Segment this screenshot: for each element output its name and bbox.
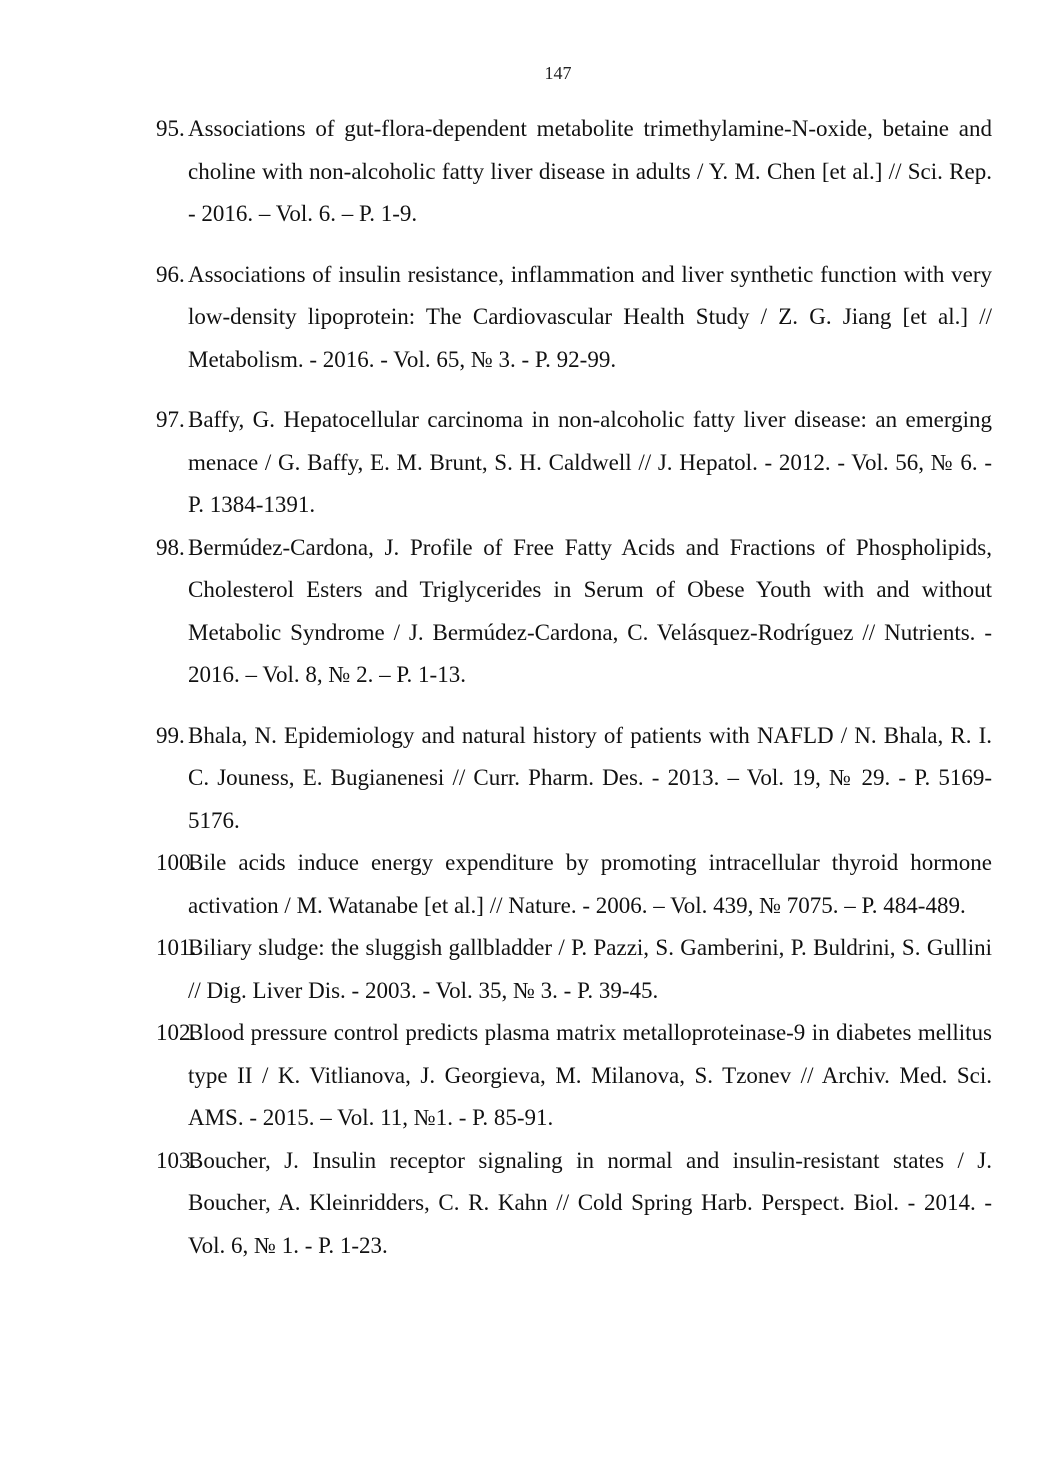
reference-text: Bhala, N. Epidemiology and natural history of patients with NAFLD / N. Bhala, R. I. C. Jouness, E. Bugianenesi // Curr. Pharm. Des. - 2013. – Vol. 19, № 29. - P. 5169-5176. — [188, 722, 992, 833]
reference-number: 97. — [156, 407, 185, 432]
reference-item-100 — [156, 842, 992, 927]
reference-text: Associations of insulin resistance, inflammation and liver synthetic function with very low-density lipoprotein: The Cardiovascular Health Study / Z. G. Jiang [et al.] // Metabolism. - 2016. - Vol. 65, № 3. - P. 92-99. — [188, 261, 992, 372]
reference-number: 101. — [156, 935, 197, 960]
reference-text: Bile acids induce energy expenditure by promoting intracellular thyroid hormone activation / M. Watanabe [et al.] // Nature. - 2006. – Vol. 439, № 7075. – P. 484-489. — [188, 850, 992, 918]
reference-item-96 — [156, 254, 992, 382]
reference-text: Associations of gut-flora-dependent metabolite trimethylamine-N-oxide, betaine and choline with non-alcoholic fatty liver disease in adults / Y. M. Chen [et al.] // Sci. Rep. - 2016. – Vol. 6. – P. 1-9. — [188, 116, 992, 226]
reference-list — [156, 108, 992, 1267]
reference-item-102 — [156, 1012, 992, 1140]
reference-item-95 — [156, 108, 992, 236]
reference-item-101 — [156, 927, 992, 1012]
reference-text: Boucher, J. Insulin receptor signaling in normal and insulin-resistant states / J. Boucher, A. Kleinridders, C. R. Kahn // Cold Spring Harb. Perspect. Biol. - 2014. - Vol. 6, № 1. - P. 1-23. — [188, 1147, 992, 1258]
reference-item-99 — [156, 715, 992, 843]
reference-number: 100. — [156, 850, 197, 875]
reference-number: 103. — [156, 1147, 197, 1173]
reference-text: Baffy, G. Hepatocellular carcinoma in non-alcoholic fatty liver disease: an emerging menace / G. Baffy, E. M. Brunt, S. H. Caldwell // J. Hepatol. - 2012. - Vol. 56, № 6. - P. 1384-1391. — [188, 407, 992, 517]
reference-item-98 — [156, 527, 992, 697]
reference-text: Blood pressure control predicts plasma matrix metalloproteinase-9 in diabetes mellitus type II / K. Vitlianova, J. Georgieva, M. Milanova, S. Tzonev // Archiv. Med. Sci. AMS. - 2015. – Vol. 11, №1. - P. 85-91. — [188, 1020, 992, 1130]
reference-number: 95. — [156, 116, 185, 141]
reference-number: 102. — [156, 1020, 197, 1045]
reference-text: Biliary sludge: the sluggish gallbladder / P. Pazzi, S. Gamberini, P. Buldrini, S. Gullini // Dig. Liver Dis. - 2003. - Vol. 35, № 3. - P. 39-45. — [188, 935, 992, 1003]
reference-number: 99. — [156, 722, 185, 748]
reference-text: Bermúdez-Cardona, J. Profile of Free Fatty Acids and Fractions of Phospholipids, Cholesterol Esters and Triglycerides in Serum of Obese Youth with and without Metabolic Syndrome / J. Bermúdez-Cardona, C. Velásquez-Rodríguez // Nutrients. - 2016. – Vol. 8, № 2. – P. 1-13. — [188, 534, 992, 687]
reference-number: 96. — [156, 261, 185, 287]
reference-number: 98. — [156, 534, 185, 560]
reference-item-103 — [156, 1140, 992, 1268]
page-number: 147 — [544, 63, 572, 83]
reference-item-97 — [156, 399, 992, 527]
